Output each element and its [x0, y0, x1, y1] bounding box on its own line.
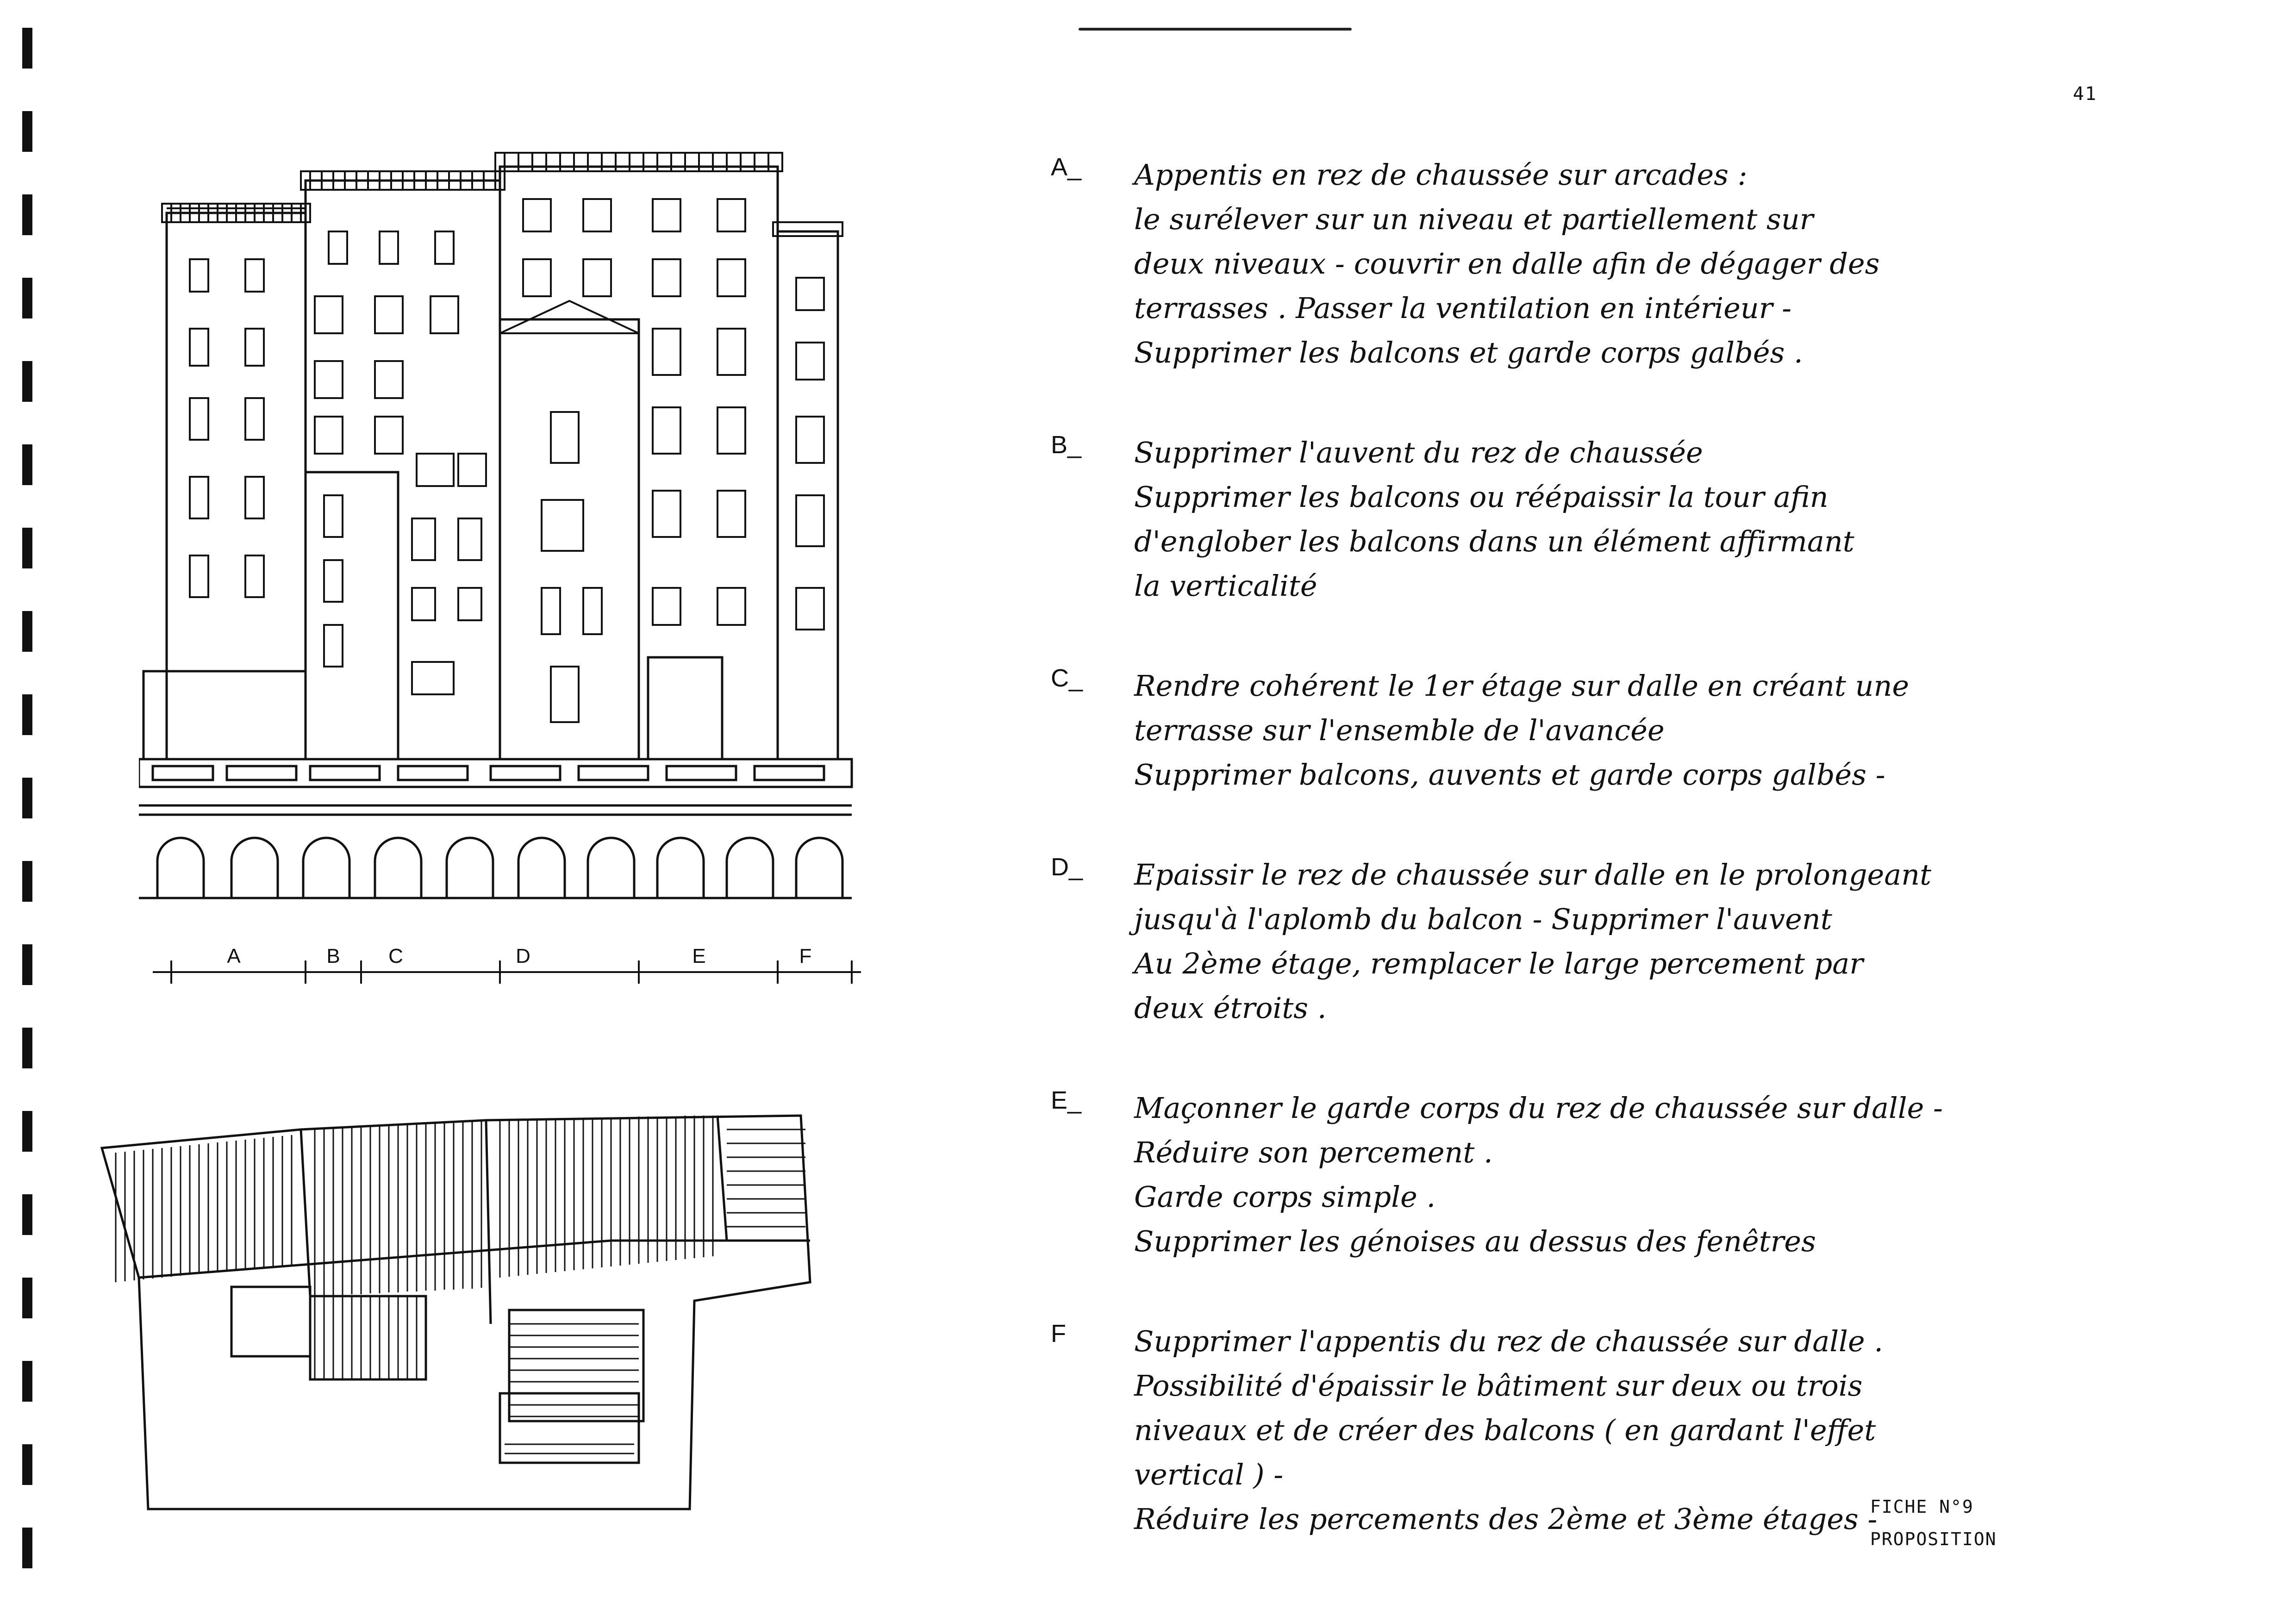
facade-windows: [190, 199, 824, 722]
note-line: Appentis en rez de chaussée sur arcades :: [1134, 158, 1747, 192]
note-line: terrasses . Passer la ventilation en intérieur -: [1134, 291, 1792, 325]
note-letter: B_: [1051, 431, 1082, 459]
page-number: 41: [2073, 83, 2097, 105]
facade-elevation-drawing: [139, 120, 880, 1009]
note-letter: C_: [1051, 664, 1083, 692]
note-line: Maçonner le garde corps du rez de chaussée sur dalle -: [1134, 1091, 1943, 1125]
note-line: deux étroits .: [1134, 991, 1327, 1025]
roof-plan-drawing: [93, 1092, 856, 1532]
note-letter: F: [1051, 1320, 1066, 1348]
sheet-number: FICHE N°9: [1870, 1497, 1974, 1517]
note-line: Réduire son percement .: [1134, 1135, 1493, 1169]
note-b: [1037, 430, 2222, 608]
note-letter: D_: [1051, 853, 1083, 881]
note-letter: E_: [1051, 1086, 1082, 1114]
section-axis-labels: [227, 945, 811, 967]
note-line: Epaissir le rez de chaussée sur dalle en le prolongeant: [1134, 858, 1932, 892]
top-rule: [1079, 28, 1352, 31]
axis-label-e: E: [692, 945, 706, 967]
note-line: Garde corps simple .: [1134, 1180, 1436, 1214]
note-line: jusqu'à l'aplomb du balcon - Supprimer l'auvent: [1134, 902, 1832, 936]
note-line: Possibilité d'épaissir le bâtiment sur deux ou trois: [1134, 1369, 1863, 1403]
note-line: Rendre cohérent le 1er étage sur dalle en créant une: [1134, 669, 1909, 703]
roof-tile-hatching: [116, 1116, 805, 1463]
note-e: [1037, 1086, 2222, 1264]
axis-label-d: D: [516, 945, 530, 967]
note-line: la verticalité: [1134, 569, 1317, 603]
spiral-binding: [22, 28, 36, 1602]
proposal-notes: [1037, 153, 2222, 1597]
note-f: [1037, 1319, 2222, 1541]
axis-label-c: C: [388, 945, 403, 967]
axis-label-a: A: [227, 945, 241, 967]
note-line: Supprimer les balcons et garde corps galbés .: [1134, 336, 1803, 369]
note-line: Supprimer l'appentis du rez de chaussée sur dalle .: [1134, 1324, 1884, 1358]
note-letter: A_: [1051, 153, 1082, 181]
note-line: le surélever sur un niveau et partiellement sur: [1134, 202, 1814, 236]
roof-cornices: [162, 153, 842, 333]
axis-label-f: F: [799, 945, 812, 967]
slab-parapet: [139, 759, 852, 805]
note-line: Supprimer balcons, auvents et garde corps galbés -: [1134, 758, 1885, 792]
note-line: Supprimer les balcons ou réépaissir la tour afin: [1134, 480, 1828, 514]
sheet-type: PROPOSITION: [1870, 1529, 1997, 1549]
building-outlines: [144, 167, 838, 759]
note-a: [1037, 153, 2222, 375]
note-line: d'englober les balcons dans un élément affirmant: [1134, 524, 1854, 558]
note-line: Supprimer les génoises au dessus des fenêtres: [1134, 1224, 1816, 1258]
note-c: [1037, 664, 2222, 797]
axis-label-b: B: [326, 945, 340, 967]
ground-arcades: [139, 815, 852, 898]
note-line: niveaux et de créer des balcons ( en gardant l'effet: [1134, 1413, 1876, 1447]
note-line: Supprimer l'auvent du rez de chaussée: [1134, 436, 1703, 469]
note-line: deux niveaux - couvrir en dalle afin de dégager des: [1134, 247, 1880, 281]
section-axis: [153, 961, 861, 984]
note-line: vertical ) -: [1134, 1458, 1284, 1491]
note-line: Au 2ème étage, remplacer le large percement par: [1134, 947, 1863, 980]
note-line: Réduire les percements des 2ème et 3ème étages -: [1134, 1502, 1878, 1536]
sheet-label: [1870, 1491, 1997, 1555]
note-d: [1037, 853, 2222, 1030]
note-line: terrasse sur l'ensemble de l'avancée: [1134, 713, 1665, 747]
